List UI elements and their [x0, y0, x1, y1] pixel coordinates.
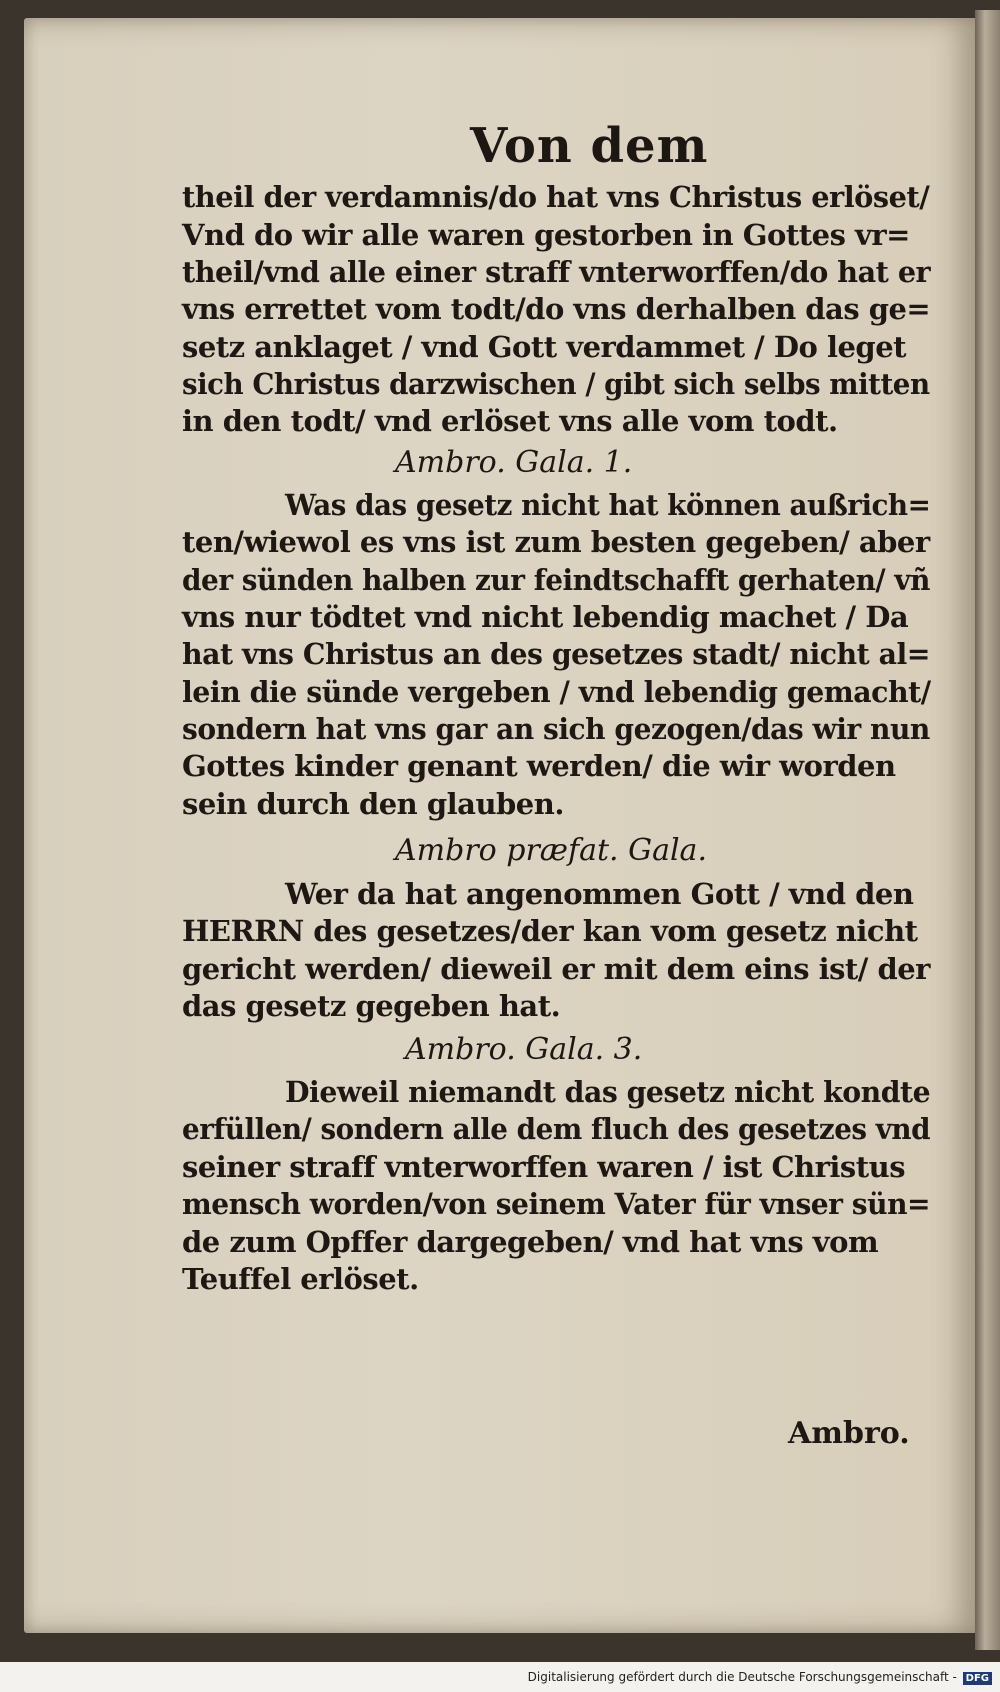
text-line: setz anklaget / vnd Gott verdammet / Do leget [182, 330, 907, 364]
credit-text: Digitalisierung gefördert durch die Deutsche Forschungsgemeinschaft - [527, 1670, 957, 1684]
catchword: Ambro. [788, 1416, 910, 1451]
text-line: erfüllen/ sondern alle dem fluch des gesetzes vnd [182, 1112, 931, 1146]
text-line: Dieweil niemandt das gesetz nicht kondte [285, 1075, 931, 1109]
citation-heading: Ambro. Gala. 3. [405, 1032, 643, 1067]
text-line: lein die sünde vergeben / vnd lebendig gemacht/ [182, 675, 931, 709]
text-line: theil der verdamnis/do hat vns Christus erlöset/ [182, 180, 930, 214]
text-line: Vnd do wir alle waren gestorben in Gottes vr= [182, 218, 910, 252]
text-line: gericht werden/ dieweil er mit dem eins ist/ der [182, 952, 930, 986]
text-line: Was das gesetz nicht hat können außrich= [285, 488, 931, 522]
text-line: theil/vnd alle einer straff vnterworffen/do hat er [182, 255, 931, 289]
text-line: in den todt/ vnd erlöset vns alle vom todt. [182, 404, 838, 438]
text-line: sein durch den glauben. [182, 787, 564, 821]
text-line: Gottes kinder genant werden/ die wir worden [182, 749, 896, 783]
digitization-credit [528, 1670, 992, 1685]
text-line: vns errettet vom todt/do vns derhalben das ge= [182, 292, 931, 326]
citation-heading: Ambro. Gala. 1. [395, 445, 633, 480]
running-title: Von dem [470, 118, 709, 174]
book-edge [975, 10, 1000, 1650]
text-line: mensch worden/von seinem Vater für vnser sün= [182, 1187, 931, 1221]
text-line: der sünden halben zur feindtschafft gerhaten/ vñ [182, 563, 930, 597]
text-line: Wer da hat angenommen Gott / vnd den [285, 877, 914, 911]
text-line: seiner straff vnterworffen waren / ist Christus [182, 1150, 906, 1184]
text-line: vns nur tödtet vnd nicht lebendig machet / Da [182, 600, 909, 634]
text-line: HERRN des gesetzes/der kan vom gesetz nicht [182, 914, 918, 948]
text-line: sondern hat vns gar an sich gezogen/das wir nun [182, 712, 930, 746]
citation-heading: Ambro præfat. Gala. [395, 833, 707, 868]
text-line: de zum Opffer dargegeben/ vnd hat vns vom [182, 1225, 879, 1259]
text-line: ten/wiewol es vns ist zum besten gegeben/ aber [182, 525, 930, 559]
dfg-logo: DFG [963, 1672, 992, 1685]
text-line: hat vns Christus an des gesetzes stadt/ nicht al= [182, 637, 931, 671]
text-line: sich Christus darzwischen / gibt sich selbs mitten [182, 367, 930, 401]
text-line: Teuffel erlöset. [182, 1262, 419, 1296]
text-line: das gesetz gegeben hat. [182, 989, 561, 1023]
